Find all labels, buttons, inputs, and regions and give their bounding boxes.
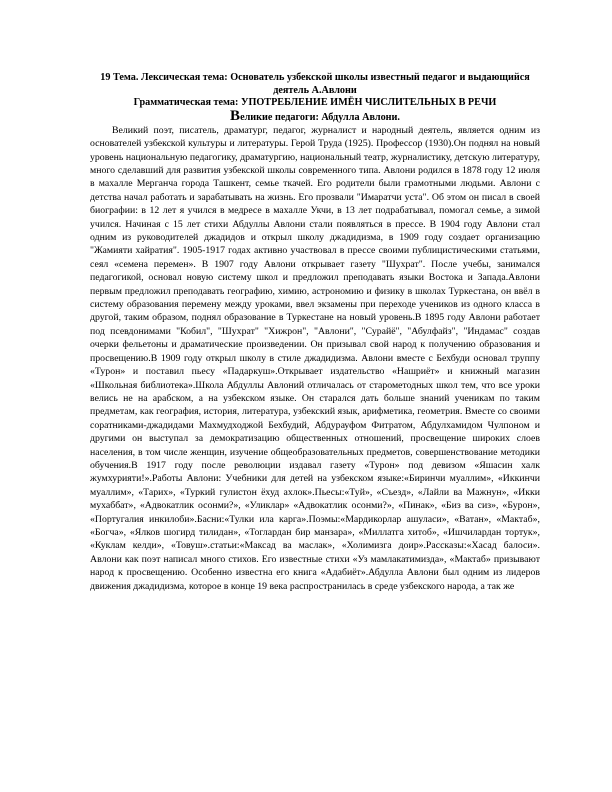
grammar-topic-heading: Грамматическая тема: УПОТРЕБЛЕНИЕ ИМЁН ЧИСЛИТЕЛЬНЫХ В РЕЧИ	[133, 97, 497, 109]
lexical-topic-heading: 19 Тема. Лексическая тема: Основатель узбекской школы известный педагог и выдающийся деятель А.Авлони	[100, 72, 530, 96]
subtitle-rest: еликие педагоги: Абдулла Авлони.	[240, 111, 400, 123]
body-paragraph: Великий поэт, писатель, драматург, педагог, журналист и народный деятель, является одним из основателей узбекской культуры и литературы. Герой Труда (1925). Профессор (1930).Он поднял на новый уровень национальную педагогику, драматургию, национальный театр, журналистику, детскую литературу, много сделавший для развития узбекской школы современного типа. Авлони родился в 1878 году 12 июля в махалле Мерганча города Ташкент, семье ткачей. Его родители были грамотными людьми. Авлони с детства начал работать и зарабатывать на жизнь. Его прозвали "Имаратчи уста". Об этом он писал в своей биографии: в 12 лет я учился в медресе в махалле Укчи, в 13 лет подрабатывал, помогал семье, а зимой учился. Начиная с 15 лет стихи Абдуллы Авлони стали появляться в прессе. В 1904 году Авлони стал одним из руководителей джадидов и открыл школу джадидизма, в 1909 году создает организацию "Жамияти хайратия". 1905-1917 годах активно участвовал в прессе своими публицистическими статьями, сеял «семена перемен». В 1907 году Авлони открывает газету "Шухрат". После учебы, занимался педагогикой, основал новую систему школ и предложил преподавать языки Востока и Запада.Авлони первым предложил преподавать географию, химию, астрономию и физику в школах Туркестана, он ввёл в систему образования перемену между уроками, ввел экзамены при переходе учеников из одного класса в другой, таким образом, поднял образование в Туркестане на новый уровень.В 1895 году Авлони работает под псевдонимами "Кобил", "Шухрат" "Хижрон", "Авлони", "Сурайё", "Абулфайз", "Индамас" создав очерки фельетоны и драматические произведении. Он призывал свой народ к получению образования и просвещению.В 1909 году открыл школу в стиле джадидизма. Авлони вместе с Бехбуди основал труппу «Турон» и поставил пьесу «Падаркуш».Открывает издательство «Нашриёт» и книжный магазин «Школьная библиотека».Школа Абдуллы Авлоний отличалась от старометодных школ тем, что все уроки велись не на арабском, а на узбекском языке. Он старался дать больше знаний ученикам по таким предметам, как география, история, литература, узбекский язык, арифметика, геометрия. Вместе со своими соратниками-джадидами Махмудходжой Бехбудий, Абдурауфом Фитратом, Абдулхамидом Чулпоном и другими он выступал за демократизацию общественных отношений, просвещение широких слоев населения, в том числе женщин, изучение общеобразовательных предметов, совершенствование методики обучения.В 1917 году после революции издавал газету «Турон» под девизом «Яшасин халк жумхурияти!».Работы Авлони: Учебники для детей на узбекском языке:«Биринчи муаллим», «Иккинчи муаллим», «Тарих», «Туркий гулистон ёхуд ахлок».Пьесы:«Туй», «Съезд», «Лайли ва Мажнун», «Икки мухаббат», «Адвокатлик осонми?», «Уликлар» «Адвокатлик осонми?», «Пинак», «Биз ва сиз», «Бурон», «Португалия инкилоби».Басни:«Тулки ила карга».Поэмы:«Мардикорлар ашуласи», «Ватан», «Мактаб», «Богча», «Ялков шогирд тилидан», «Тоглардан бир манзара», «Миллатга хитоб», «Ишчилардан тортук», «Куклам келди», «Товуш».статьи:«Максад ва маслак», «Холимизга доир».Рассказы:«Хасад балоси». Авлони как поэт написал много стихов. Его известные стихи «Уз мамлакатимизда», «Мактаб» призывают народ к просвещению. Особенно известна его книга «Адабиёт».Абдулла Авлони был одним из лидеров движения джадидизма, которое в конце 19 века распространилась в среде узбекского народа, а так же	[90, 124, 540, 592]
document-page	[90, 72, 540, 593]
subtitle-initial: В	[230, 107, 241, 124]
section-subtitle	[90, 107, 540, 124]
